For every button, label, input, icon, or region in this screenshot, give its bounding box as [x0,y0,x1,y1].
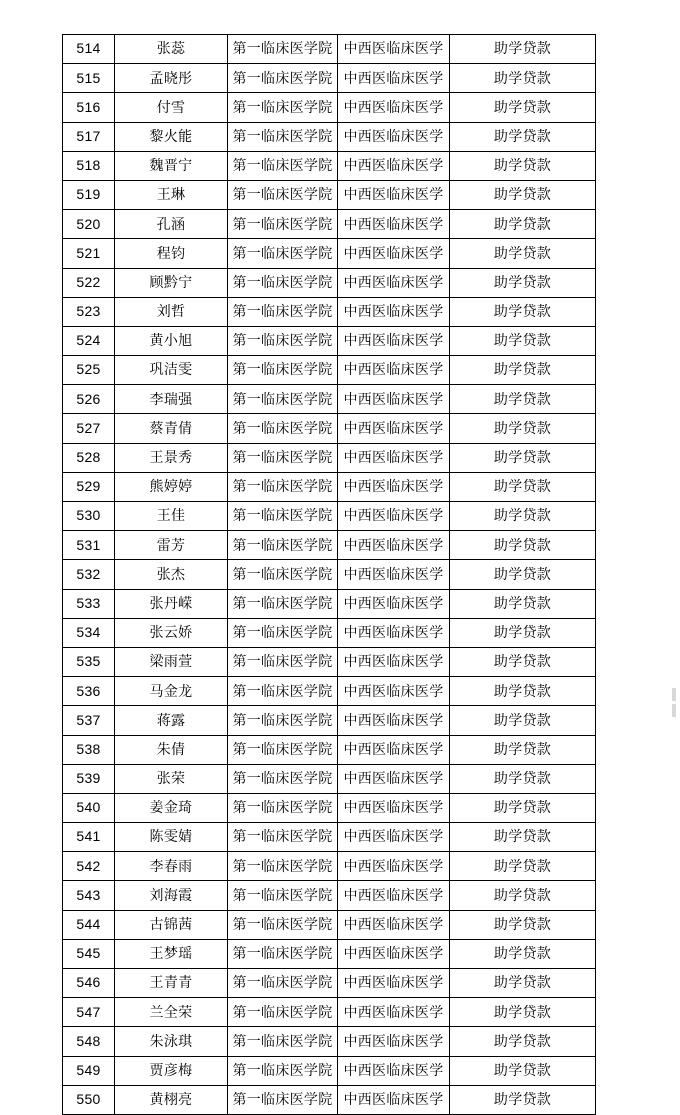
table-row [63,1056,596,1085]
cell-name: 张荣 [115,764,228,793]
table-row [63,210,596,239]
cell-seq: 550 [63,1085,115,1114]
cell-major: 中西医临床医学 [338,735,450,764]
cell-major: 中西医临床医学 [338,706,450,735]
cell-college: 第一临床医学院 [228,472,338,501]
cell-seq: 538 [63,735,115,764]
cell-college: 第一临床医学院 [228,764,338,793]
cell-college: 第一临床医学院 [228,793,338,822]
cell-name: 王景秀 [115,443,228,472]
cell-major: 中西医临床医学 [338,268,450,297]
cell-name: 巩洁雯 [115,356,228,385]
table-row [63,764,596,793]
cell-college: 第一临床医学院 [228,151,338,180]
cell-college: 第一临床医学院 [228,881,338,910]
cell-college: 第一临床医学院 [228,64,338,93]
cell-major: 中西医临床医学 [338,998,450,1027]
cell-seq: 521 [63,239,115,268]
cell-seq: 514 [63,35,115,64]
cell-seq: 544 [63,910,115,939]
cell-college: 第一临床医学院 [228,297,338,326]
cell-type: 助学贷款 [450,618,596,647]
table-row [63,356,596,385]
table-row [63,414,596,443]
cell-type: 助学贷款 [450,151,596,180]
table-row [63,910,596,939]
cell-seq: 524 [63,326,115,355]
cell-college: 第一临床医学院 [228,93,338,122]
cell-major: 中西医临床医学 [338,881,450,910]
cell-major: 中西医临床医学 [338,385,450,414]
cell-major: 中西医临床医学 [338,793,450,822]
cell-name: 孟晓彤 [115,64,228,93]
cell-seq: 543 [63,881,115,910]
cell-college: 第一临床医学院 [228,823,338,852]
page-edge-mark [672,688,676,701]
cell-name: 张丹嵘 [115,589,228,618]
cell-type: 助学贷款 [450,210,596,239]
cell-seq: 532 [63,560,115,589]
cell-college: 第一临床医学院 [228,618,338,647]
cell-seq: 515 [63,64,115,93]
cell-name: 熊婷婷 [115,472,228,501]
cell-seq: 546 [63,969,115,998]
table-row [63,618,596,647]
cell-name: 古锦茜 [115,910,228,939]
cell-college: 第一临床医学院 [228,326,338,355]
table-row [63,1027,596,1056]
cell-major: 中西医临床医学 [338,939,450,968]
cell-major: 中西医临床医学 [338,239,450,268]
cell-college: 第一临床医学院 [228,210,338,239]
cell-name: 兰全荣 [115,998,228,1027]
cell-name: 李春雨 [115,852,228,881]
cell-seq: 523 [63,297,115,326]
table-row [63,239,596,268]
cell-name: 梁雨萱 [115,647,228,676]
cell-major: 中西医临床医学 [338,122,450,151]
table-row [63,64,596,93]
cell-major: 中西医临床医学 [338,1085,450,1114]
cell-name: 蒋露 [115,706,228,735]
cell-seq: 516 [63,93,115,122]
cell-college: 第一临床医学院 [228,1085,338,1114]
cell-type: 助学贷款 [450,677,596,706]
cell-college: 第一临床医学院 [228,122,338,151]
cell-name: 刘海霞 [115,881,228,910]
table-row [63,35,596,64]
cell-type: 助学贷款 [450,443,596,472]
table-row [63,560,596,589]
table-row [63,647,596,676]
table-row [63,823,596,852]
cell-name: 王梦瑶 [115,939,228,968]
page-edge-mark [672,704,676,717]
cell-seq: 539 [63,764,115,793]
cell-type: 助学贷款 [450,969,596,998]
cell-college: 第一临床医学院 [228,414,338,443]
cell-type: 助学贷款 [450,647,596,676]
cell-type: 助学贷款 [450,560,596,589]
cell-major: 中西医临床医学 [338,764,450,793]
cell-name: 王佳 [115,502,228,531]
cell-seq: 541 [63,823,115,852]
table-row [63,939,596,968]
table-row [63,385,596,414]
cell-name: 顾黔宁 [115,268,228,297]
cell-major: 中西医临床医学 [338,618,450,647]
cell-type: 助学贷款 [450,910,596,939]
cell-seq: 519 [63,180,115,209]
cell-name: 黎火能 [115,122,228,151]
cell-college: 第一临床医学院 [228,385,338,414]
cell-type: 助学贷款 [450,122,596,151]
cell-name: 雷芳 [115,531,228,560]
roster-table-container [62,34,595,1115]
cell-name: 贾彦梅 [115,1056,228,1085]
cell-name: 付雪 [115,93,228,122]
cell-college: 第一临床医学院 [228,560,338,589]
cell-seq: 525 [63,356,115,385]
cell-type: 助学贷款 [450,35,596,64]
table-row [63,881,596,910]
cell-type: 助学贷款 [450,385,596,414]
cell-name: 张蕊 [115,35,228,64]
cell-major: 中西医临床医学 [338,677,450,706]
cell-type: 助学贷款 [450,939,596,968]
cell-college: 第一临床医学院 [228,502,338,531]
cell-type: 助学贷款 [450,823,596,852]
cell-major: 中西医临床医学 [338,647,450,676]
cell-college: 第一临床医学院 [228,180,338,209]
cell-seq: 540 [63,793,115,822]
cell-major: 中西医临床医学 [338,64,450,93]
cell-college: 第一临床医学院 [228,677,338,706]
cell-college: 第一临床医学院 [228,969,338,998]
table-row [63,443,596,472]
cell-major: 中西医临床医学 [338,35,450,64]
table-row [63,297,596,326]
cell-name: 姜金琦 [115,793,228,822]
table-row [63,735,596,764]
cell-major: 中西医临床医学 [338,823,450,852]
cell-type: 助学贷款 [450,239,596,268]
cell-type: 助学贷款 [450,531,596,560]
cell-college: 第一临床医学院 [228,647,338,676]
cell-type: 助学贷款 [450,93,596,122]
cell-major: 中西医临床医学 [338,502,450,531]
cell-name: 王琳 [115,180,228,209]
cell-name: 张杰 [115,560,228,589]
cell-name: 刘哲 [115,297,228,326]
cell-college: 第一临床医学院 [228,852,338,881]
cell-name: 朱泳琪 [115,1027,228,1056]
cell-type: 助学贷款 [450,64,596,93]
cell-seq: 518 [63,151,115,180]
cell-type: 助学贷款 [450,1085,596,1114]
cell-seq: 531 [63,531,115,560]
table-row [63,122,596,151]
cell-name: 黄小旭 [115,326,228,355]
cell-name: 黄栩亮 [115,1085,228,1114]
cell-seq: 517 [63,122,115,151]
cell-seq: 529 [63,472,115,501]
table-row [63,326,596,355]
cell-name: 魏晋宁 [115,151,228,180]
cell-major: 中西医临床医学 [338,472,450,501]
table-row [63,180,596,209]
cell-major: 中西医临床医学 [338,531,450,560]
table-row [63,151,596,180]
cell-type: 助学贷款 [450,414,596,443]
cell-seq: 549 [63,1056,115,1085]
table-row [63,531,596,560]
cell-type: 助学贷款 [450,706,596,735]
cell-type: 助学贷款 [450,589,596,618]
cell-seq: 528 [63,443,115,472]
table-row [63,268,596,297]
roster-table [62,34,596,1115]
cell-college: 第一临床医学院 [228,356,338,385]
cell-name: 张云娇 [115,618,228,647]
table-row [63,793,596,822]
cell-type: 助学贷款 [450,852,596,881]
cell-college: 第一临床医学院 [228,939,338,968]
cell-college: 第一临床医学院 [228,268,338,297]
cell-college: 第一临床医学院 [228,1056,338,1085]
cell-type: 助学贷款 [450,268,596,297]
table-row [63,589,596,618]
cell-major: 中西医临床医学 [338,560,450,589]
table-row [63,502,596,531]
cell-major: 中西医临床医学 [338,910,450,939]
cell-major: 中西医临床医学 [338,1056,450,1085]
cell-seq: 545 [63,939,115,968]
cell-college: 第一临床医学院 [228,589,338,618]
cell-major: 中西医临床医学 [338,443,450,472]
table-row [63,998,596,1027]
cell-college: 第一临床医学院 [228,443,338,472]
cell-college: 第一临床医学院 [228,735,338,764]
cell-seq: 520 [63,210,115,239]
cell-type: 助学贷款 [450,1027,596,1056]
cell-type: 助学贷款 [450,180,596,209]
cell-name: 程钧 [115,239,228,268]
cell-seq: 526 [63,385,115,414]
cell-type: 助学贷款 [450,764,596,793]
cell-major: 中西医临床医学 [338,414,450,443]
cell-college: 第一临床医学院 [228,910,338,939]
cell-college: 第一临床医学院 [228,998,338,1027]
cell-type: 助学贷款 [450,356,596,385]
cell-college: 第一临床医学院 [228,706,338,735]
cell-major: 中西医临床医学 [338,852,450,881]
cell-type: 助学贷款 [450,735,596,764]
cell-type: 助学贷款 [450,502,596,531]
cell-type: 助学贷款 [450,793,596,822]
cell-major: 中西医临床医学 [338,589,450,618]
cell-seq: 535 [63,647,115,676]
cell-major: 中西医临床医学 [338,326,450,355]
cell-seq: 522 [63,268,115,297]
table-row [63,93,596,122]
table-row [63,852,596,881]
roster-table-body [63,35,596,1115]
cell-seq: 542 [63,852,115,881]
cell-name: 陈雯婧 [115,823,228,852]
cell-major: 中西医临床医学 [338,180,450,209]
cell-type: 助学贷款 [450,998,596,1027]
cell-type: 助学贷款 [450,472,596,501]
cell-seq: 534 [63,618,115,647]
cell-name: 孔涵 [115,210,228,239]
cell-type: 助学贷款 [450,297,596,326]
cell-seq: 547 [63,998,115,1027]
cell-seq: 537 [63,706,115,735]
cell-major: 中西医临床医学 [338,297,450,326]
cell-type: 助学贷款 [450,1056,596,1085]
cell-major: 中西医临床医学 [338,1027,450,1056]
cell-type: 助学贷款 [450,326,596,355]
cell-major: 中西医临床医学 [338,210,450,239]
cell-seq: 536 [63,677,115,706]
cell-seq: 533 [63,589,115,618]
cell-name: 王青青 [115,969,228,998]
cell-name: 马金龙 [115,677,228,706]
cell-major: 中西医临床医学 [338,93,450,122]
cell-name: 李瑞强 [115,385,228,414]
cell-name: 蔡青倩 [115,414,228,443]
cell-type: 助学贷款 [450,881,596,910]
cell-college: 第一临床医学院 [228,1027,338,1056]
cell-college: 第一临床医学院 [228,239,338,268]
cell-name: 朱倩 [115,735,228,764]
cell-major: 中西医临床医学 [338,356,450,385]
cell-major: 中西医临床医学 [338,151,450,180]
table-row [63,706,596,735]
cell-seq: 530 [63,502,115,531]
table-row [63,1085,596,1114]
cell-college: 第一临床医学院 [228,35,338,64]
cell-major: 中西医临床医学 [338,969,450,998]
cell-seq: 548 [63,1027,115,1056]
cell-college: 第一临床医学院 [228,531,338,560]
table-row [63,472,596,501]
table-row [63,969,596,998]
table-row [63,677,596,706]
cell-seq: 527 [63,414,115,443]
